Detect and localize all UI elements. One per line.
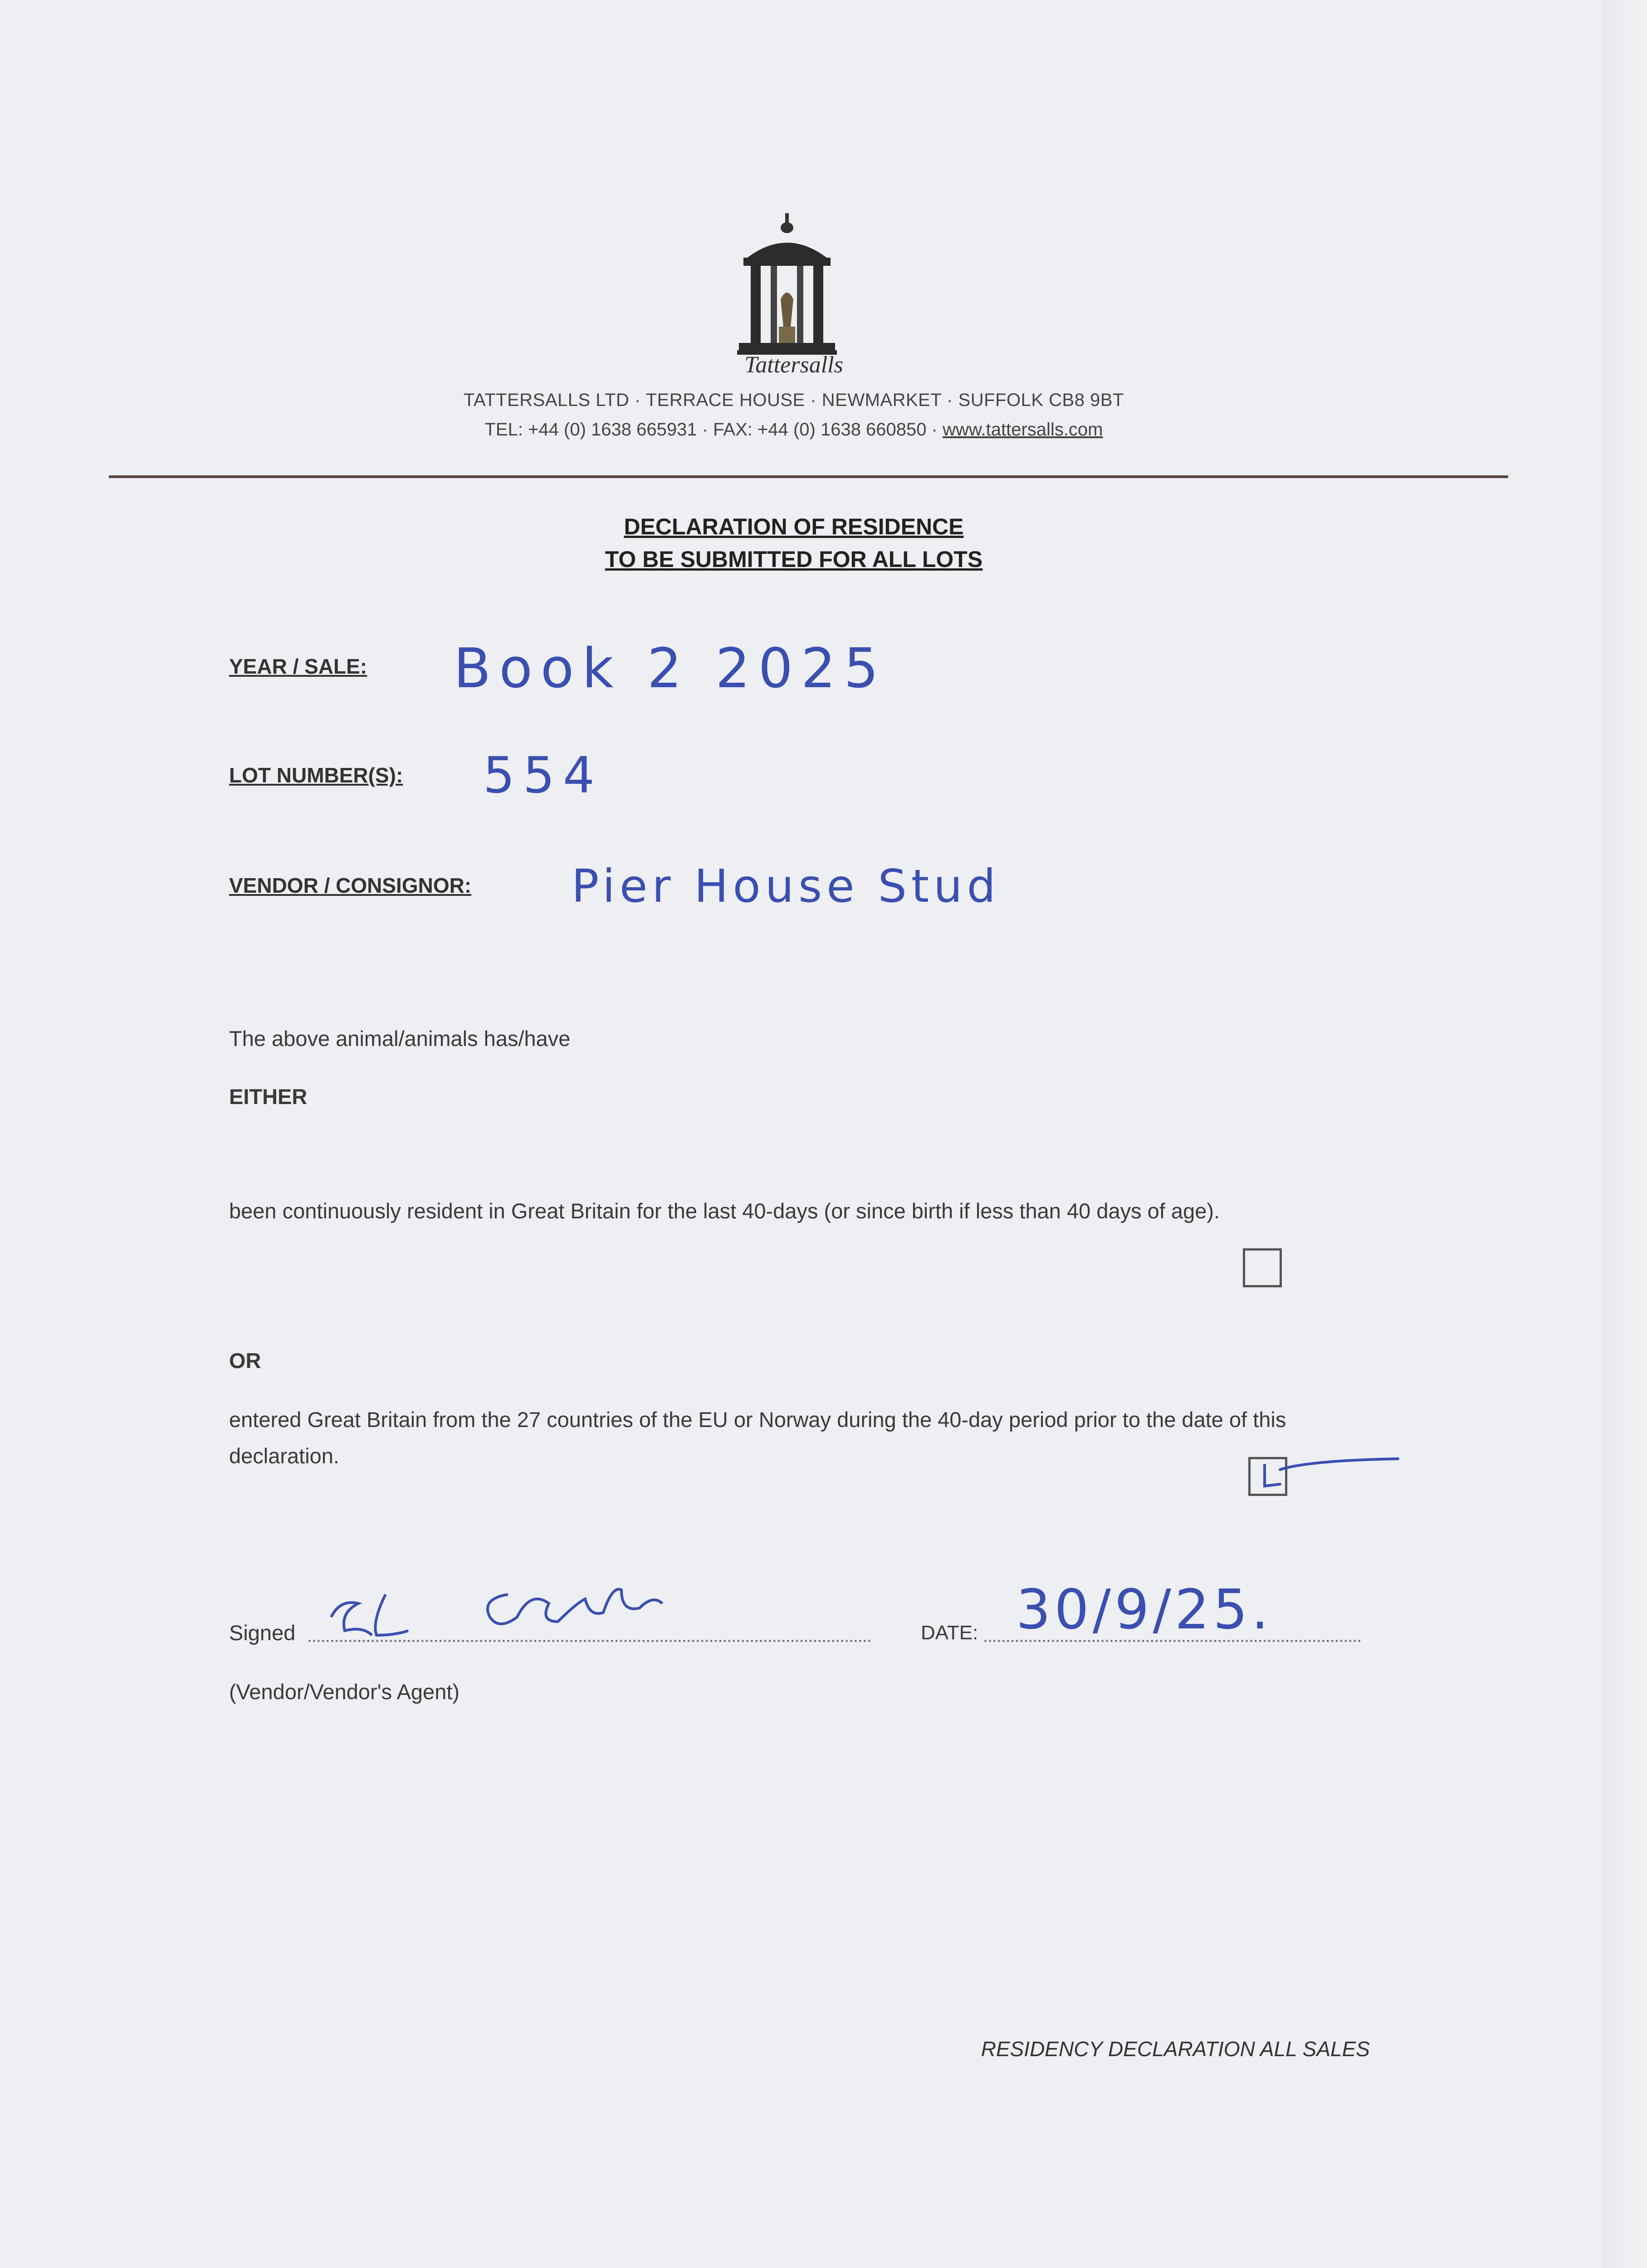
date-value[interactable]: 30/9/25. (1016, 1579, 1272, 1642)
date-label: DATE: (921, 1622, 978, 1644)
footer-text: RESIDENCY DECLARATION ALL SALES (981, 2037, 1370, 2061)
lot-number-value[interactable]: 554 (483, 746, 603, 804)
scan-edge (1602, 0, 1647, 2268)
checkmark-icon (1248, 1442, 1403, 1506)
or-heading: OR (229, 1349, 261, 1373)
option-1-checkbox[interactable] (1243, 1248, 1282, 1287)
website-link[interactable]: www.tattersalls.com (943, 420, 1103, 440)
option-2-text: entered Great Britain from the 27 countries of the EU or Norway during the 40-day period prior to the date of this declaration. (229, 1408, 1286, 1468)
option-1-text: been continuously resident in Great Britain for the last 40-days (or since birth if less than 40 days of age). (229, 1199, 1220, 1223)
lot-number-label: LOT NUMBER(S): (229, 763, 403, 787)
title-line-1: DECLARATION OF RESIDENCE (624, 514, 964, 539)
title-line-2: TO BE SUBMITTED FOR ALL LOTS (605, 547, 983, 572)
year-sale-value[interactable]: Book 2 2025 (454, 637, 887, 700)
company-contact (272, 420, 1315, 440)
tattersalls-logo-icon (737, 213, 837, 358)
intro-text: The above animal/animals has/have (229, 1026, 571, 1051)
signed-label: Signed (229, 1621, 296, 1645)
header-divider (109, 475, 1508, 478)
year-sale-label: YEAR / SALE: (229, 655, 367, 678)
brand-name: Tattersalls (744, 352, 843, 378)
document-title (454, 510, 1134, 576)
signatory-role: (Vendor/Vendor's Agent) (229, 1680, 460, 1704)
either-heading: EITHER (229, 1085, 308, 1109)
company-address: TATTERSALLS LTD · TERRACE HOUSE · NEWMARKET · SUFFOLK CB8 9BT (464, 390, 1124, 410)
contact-phone-fax: TEL: +44 (0) 1638 665931 · FAX: +44 (0) 1638 660850 · (484, 420, 943, 440)
vendor-consignor-label: VENDOR / CONSIGNOR: (229, 874, 472, 897)
handwritten-signature-icon[interactable] (318, 1567, 862, 1649)
vendor-consignor-value[interactable]: Pier House Stud (572, 860, 1001, 913)
